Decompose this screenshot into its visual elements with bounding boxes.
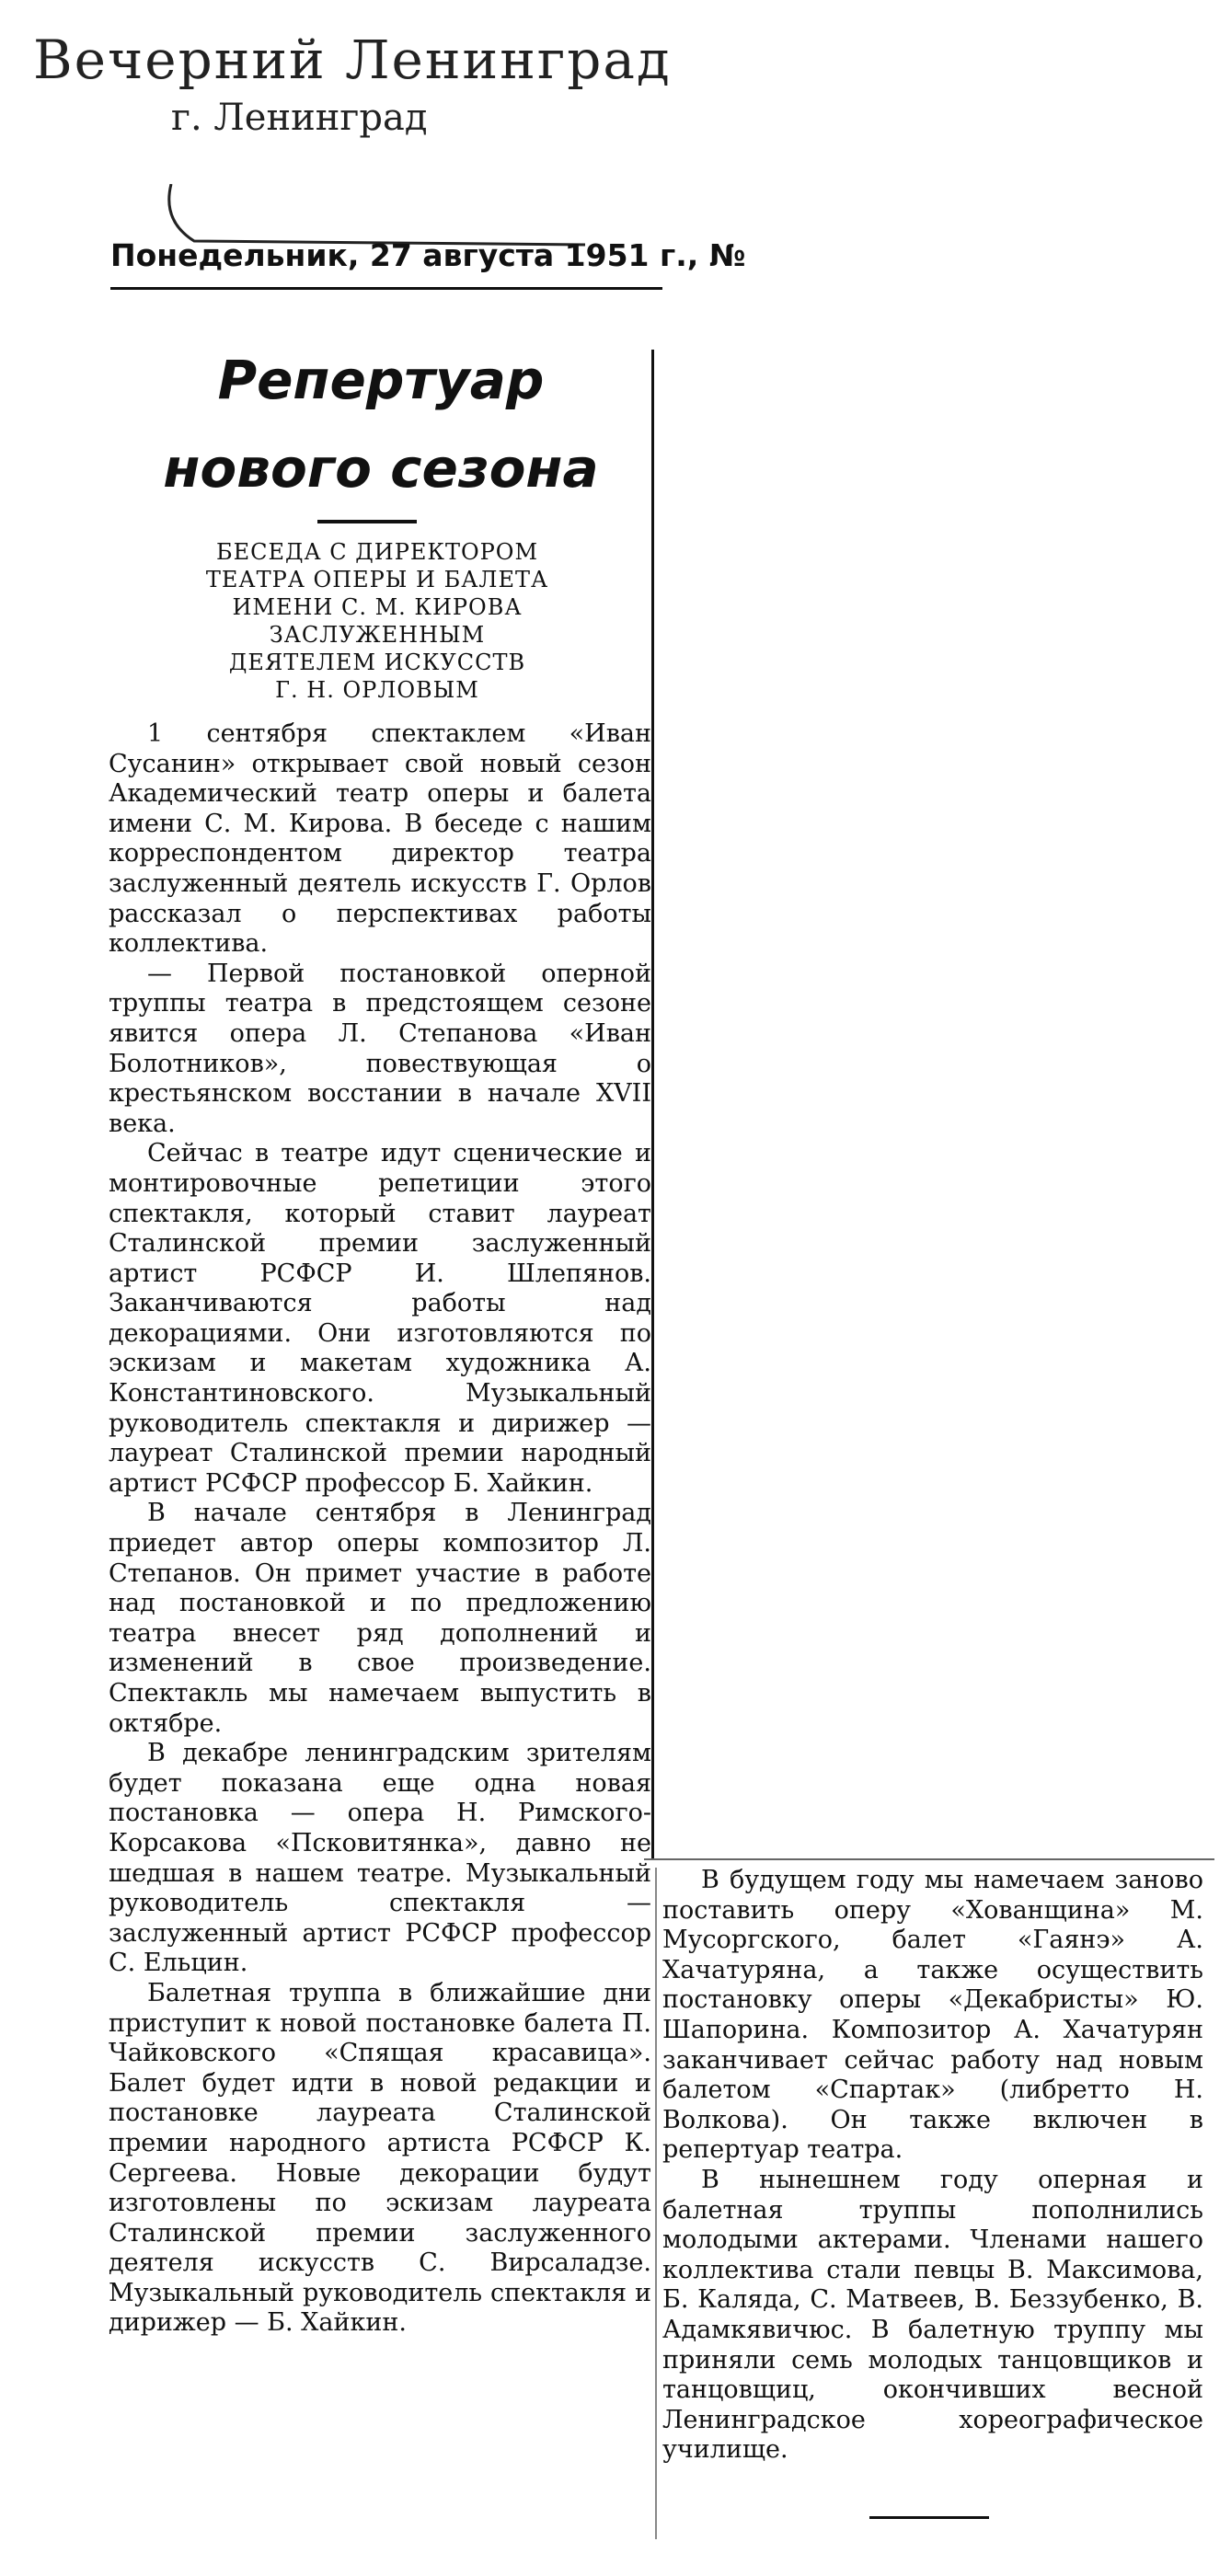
article-column-left xyxy=(109,719,651,2339)
headline-line-1: Репертуар xyxy=(217,349,545,411)
headline-line-2: нового сезона xyxy=(163,437,599,500)
column-divider xyxy=(651,350,654,1858)
article-subhead xyxy=(184,538,570,704)
article-end-rule xyxy=(869,2516,989,2519)
date-rule xyxy=(110,287,662,290)
subhead-line: ДЕЯТЕЛЕМ ИСКУССТВ xyxy=(228,650,526,675)
subhead-line: ТЕАТРА ОПЕРЫ И БАЛЕТА xyxy=(205,567,549,592)
paragraph: Балетная труппа в ближайшие дни приступит к новой постановке балета П. Чайковского «Спящая красавица». Балет будет идти в новой редакции и постановке лауреата Сталинской премии народного артиста РСФСР К. Сергеева. Новые декорации будут изготовлены по эскизам лауреата Сталинской премии заслуженного деятеля искусств С. Вирсаладзе. Музыкальный руководитель спектакля и дирижер — Б. Хайкин. xyxy=(109,1978,651,2338)
article-headline xyxy=(110,336,651,512)
headline-rule xyxy=(317,520,417,523)
paragraph: Сейчас в театре идут сценические и монтировочные репетиции этого спектакля, который ставит лауреат Сталинской премии заслуженный артист РСФСР И. Шлепянов. Заканчиваются работы над декорациями. Они изготовляются по эскизам и макетам художника А. Константиновского. Музыкальный руководитель спектакля и дирижер — лауреат Сталинской премии народный артист РСФСР профессор Б. Хайкин. xyxy=(109,1139,651,1498)
newspaper-masthead xyxy=(33,29,677,139)
paragraph: — Первой постановкой оперной труппы театра в предстоящем сезоне явится опера Л. Степанова «Иван Болотников», повествующая о крестьянском восстании в начале XVII века. xyxy=(109,959,651,1138)
paragraph: В будущем году мы намечаем заново поставить оперу «Хованщина» М. Мусоргского, балет «Гаянэ» А. Хачатуряна, а также осуществить постановку оперы «Декабристы» Ю. Шапорина. Композитор А. Хачатурян заканчивает сейчас работу над новым балетом «Спартак» (либретто Н. Волкова). Он также включен в репертуар театра. xyxy=(662,1866,1203,2165)
paragraph: В начале сентября в Ленинград приедет автор оперы композитор Л. Степанов. Он примет участие в работе над постановкой и по предложению театра внесет ряд дополнений и изменений в свое произведение. Спектакль мы намечаем выпустить в октябре. xyxy=(109,1499,651,1738)
paragraph: В декабре ленинградским зрителям будет показана еще одна новая постановка — опера Н. Римского-Корсакова «Псковитянка», давно не шедшая в нашем театре. Музыкальный руководитель спектакля — заслуженный артист РСФСР профессор С. Ельцин. xyxy=(109,1739,651,1978)
column-top-rule xyxy=(644,1858,1214,1860)
issue-date-line: Понедельник, 27 августа 1951 г., № xyxy=(110,237,746,273)
subhead-line: БЕСЕДА С ДИРЕКТОРОМ xyxy=(215,539,539,565)
newspaper-title: Вечерний Ленинград xyxy=(33,29,672,91)
subhead-line: ЗАСЛУЖЕННЫМ xyxy=(269,622,486,648)
newspaper-city: г. Ленинград xyxy=(171,97,428,139)
subhead-line: ИМЕНИ С. М. КИРОВА xyxy=(232,594,523,620)
paragraph: 1 сентября спектаклем «Иван Сусанин» открывает свой новый сезон Академический театр оперы и балета имени С. М. Кирова. В беседе с нашим корреспондентом директор театра заслуженный деятель искусств Г. Орлов рассказал о перспективах работы коллектива. xyxy=(109,719,651,959)
article-column-right xyxy=(662,1866,1203,2466)
subhead-line: Г. Н. ОРЛОВЫМ xyxy=(275,677,479,703)
column-divider-lower xyxy=(655,1868,657,2539)
paragraph: В нынешнем году оперная и балетная труппы пополнились молодыми актерами. Членами нашего коллектива стали певцы В. Максимова, Б. Каляда, С. Матвеев, В. Беззубенко, В. Адамкявичюс. В балетную труппу мы приняли семь молодых танцовщиков и танцовщиц, окончивших весной Ленинградское хореографическое училище. xyxy=(662,2165,1203,2465)
